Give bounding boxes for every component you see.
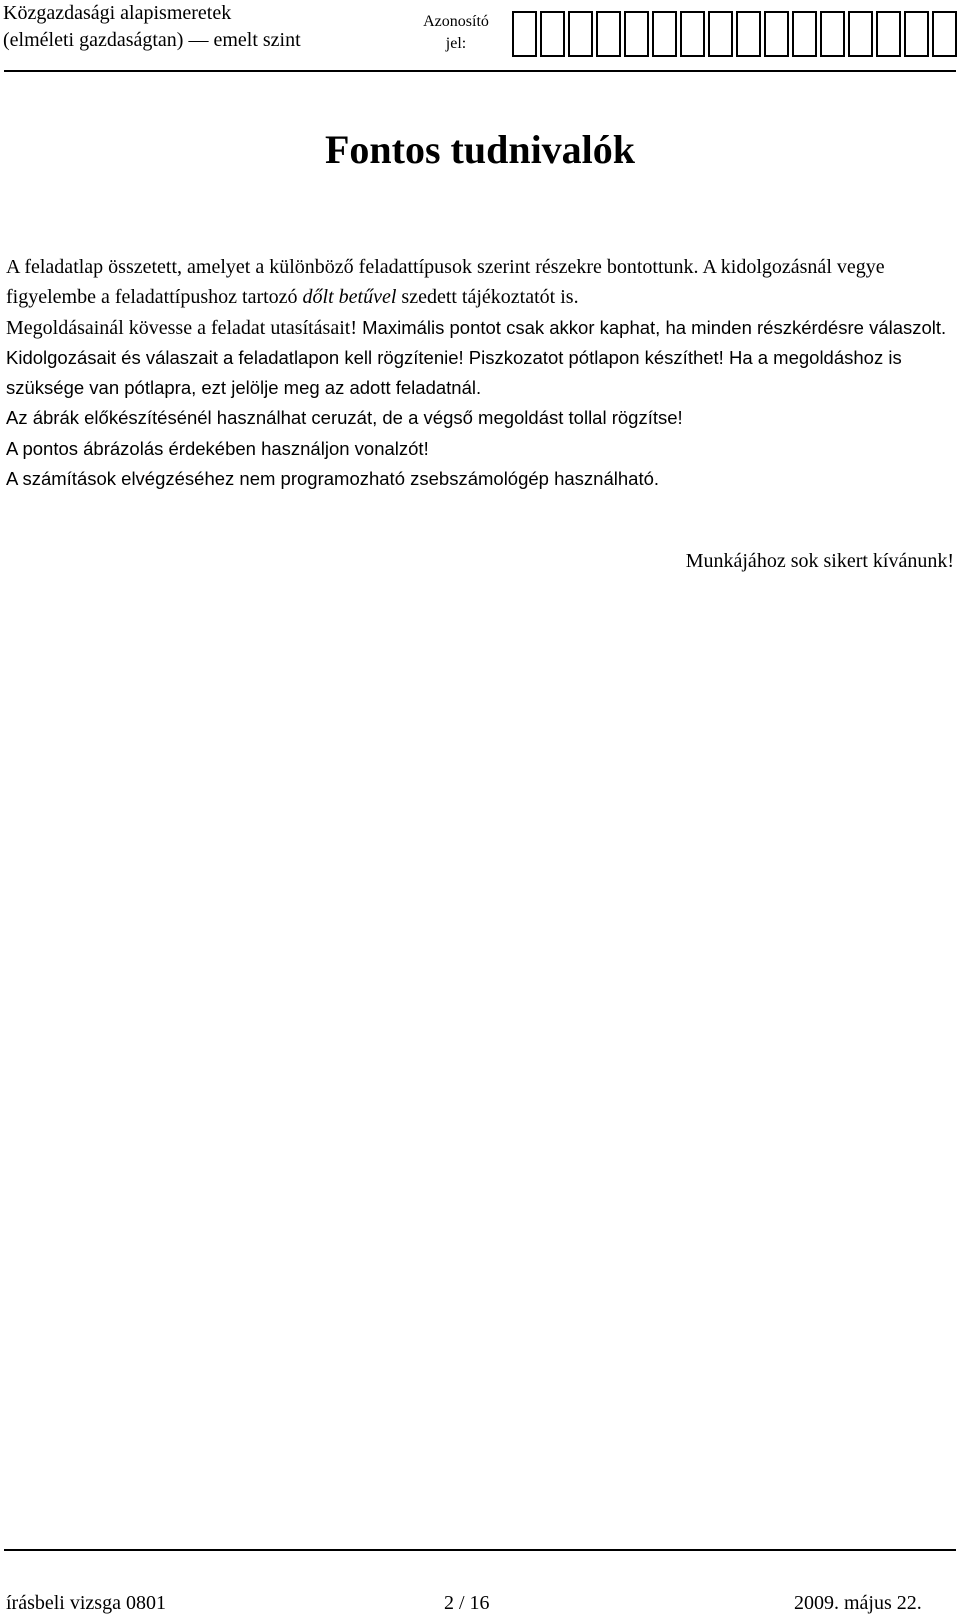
id-label-line2: jel: xyxy=(445,35,467,52)
exam-subject-line1: Közgazdasági alapismeretek xyxy=(3,2,232,24)
id-box xyxy=(652,11,677,57)
footer-exam-code: írásbeli vizsga 0801 xyxy=(6,1592,166,1614)
id-box xyxy=(848,11,873,57)
id-box xyxy=(764,11,789,57)
id-box xyxy=(624,11,649,57)
page-title: Fontos tudnivalók xyxy=(324,127,636,172)
closing-wish: Munkájához sok sikert kívánunk! xyxy=(685,550,954,572)
id-boxes xyxy=(512,11,960,57)
id-box xyxy=(708,11,733,57)
id-box xyxy=(596,11,621,57)
instruction-paragraph-1 xyxy=(6,252,951,313)
instruction-text: szedett tájékoztatót is. xyxy=(396,286,579,309)
page-header xyxy=(0,0,960,72)
instruction-text: A feladatlap összetett, amelyet a különböző feladattípusok szerint részekre bontottunk. A kidolgozásnál vegye figyelembe a feladattípushoz tartozó xyxy=(6,256,885,309)
header-divider xyxy=(4,70,956,72)
instructions xyxy=(6,252,951,494)
id-box xyxy=(932,11,957,57)
id-box xyxy=(540,11,565,57)
id-box xyxy=(512,11,537,57)
exam-subject xyxy=(3,0,301,54)
id-box xyxy=(876,11,901,57)
instruction-text: Megoldásainál kövesse a feladat utasításait! xyxy=(6,316,357,339)
instruction-paragraph-4: Az ábrák előkészítésénél használhat ceruzát, de a végső megoldást tollal rögzítse! xyxy=(6,407,683,429)
footer-date: 2009. május 22. xyxy=(794,1592,922,1614)
id-box xyxy=(792,11,817,57)
footer-page-number: 2 / 16 xyxy=(444,1592,490,1614)
id-box xyxy=(568,11,593,57)
footer-divider xyxy=(4,1549,956,1551)
exam-subject-line2: (elméleti gazdaságtan) — emelt szint xyxy=(3,29,301,51)
id-box xyxy=(904,11,929,57)
instruction-paragraph-5: A pontos ábrázolás érdekében használjon vonalzót! xyxy=(6,437,429,459)
instruction-paragraph-3: Kidolgozásait és válaszait a feladatlapon kell rögzítenie! Piszkozatot pótlapon készíthet! Ha a megoldáshoz is szüksége van pótlapra, ezt jelölje meg az adott feladatnál. xyxy=(6,346,902,399)
id-box xyxy=(680,11,705,57)
instruction-text: Maximális pontot csak akkor kaphat, ha minden részkérdésre válaszolt. xyxy=(357,316,947,338)
id-label xyxy=(418,11,494,55)
id-label-line1: Azonosító xyxy=(423,13,489,30)
instruction-paragraph-2 xyxy=(6,313,951,343)
instruction-paragraph-6: A számítások elvégzéséhez nem programozható zsebszámológép használható. xyxy=(6,468,660,490)
id-box xyxy=(736,11,761,57)
id-box xyxy=(820,11,845,57)
italic-emphasis: dőlt betűvel xyxy=(302,286,397,309)
